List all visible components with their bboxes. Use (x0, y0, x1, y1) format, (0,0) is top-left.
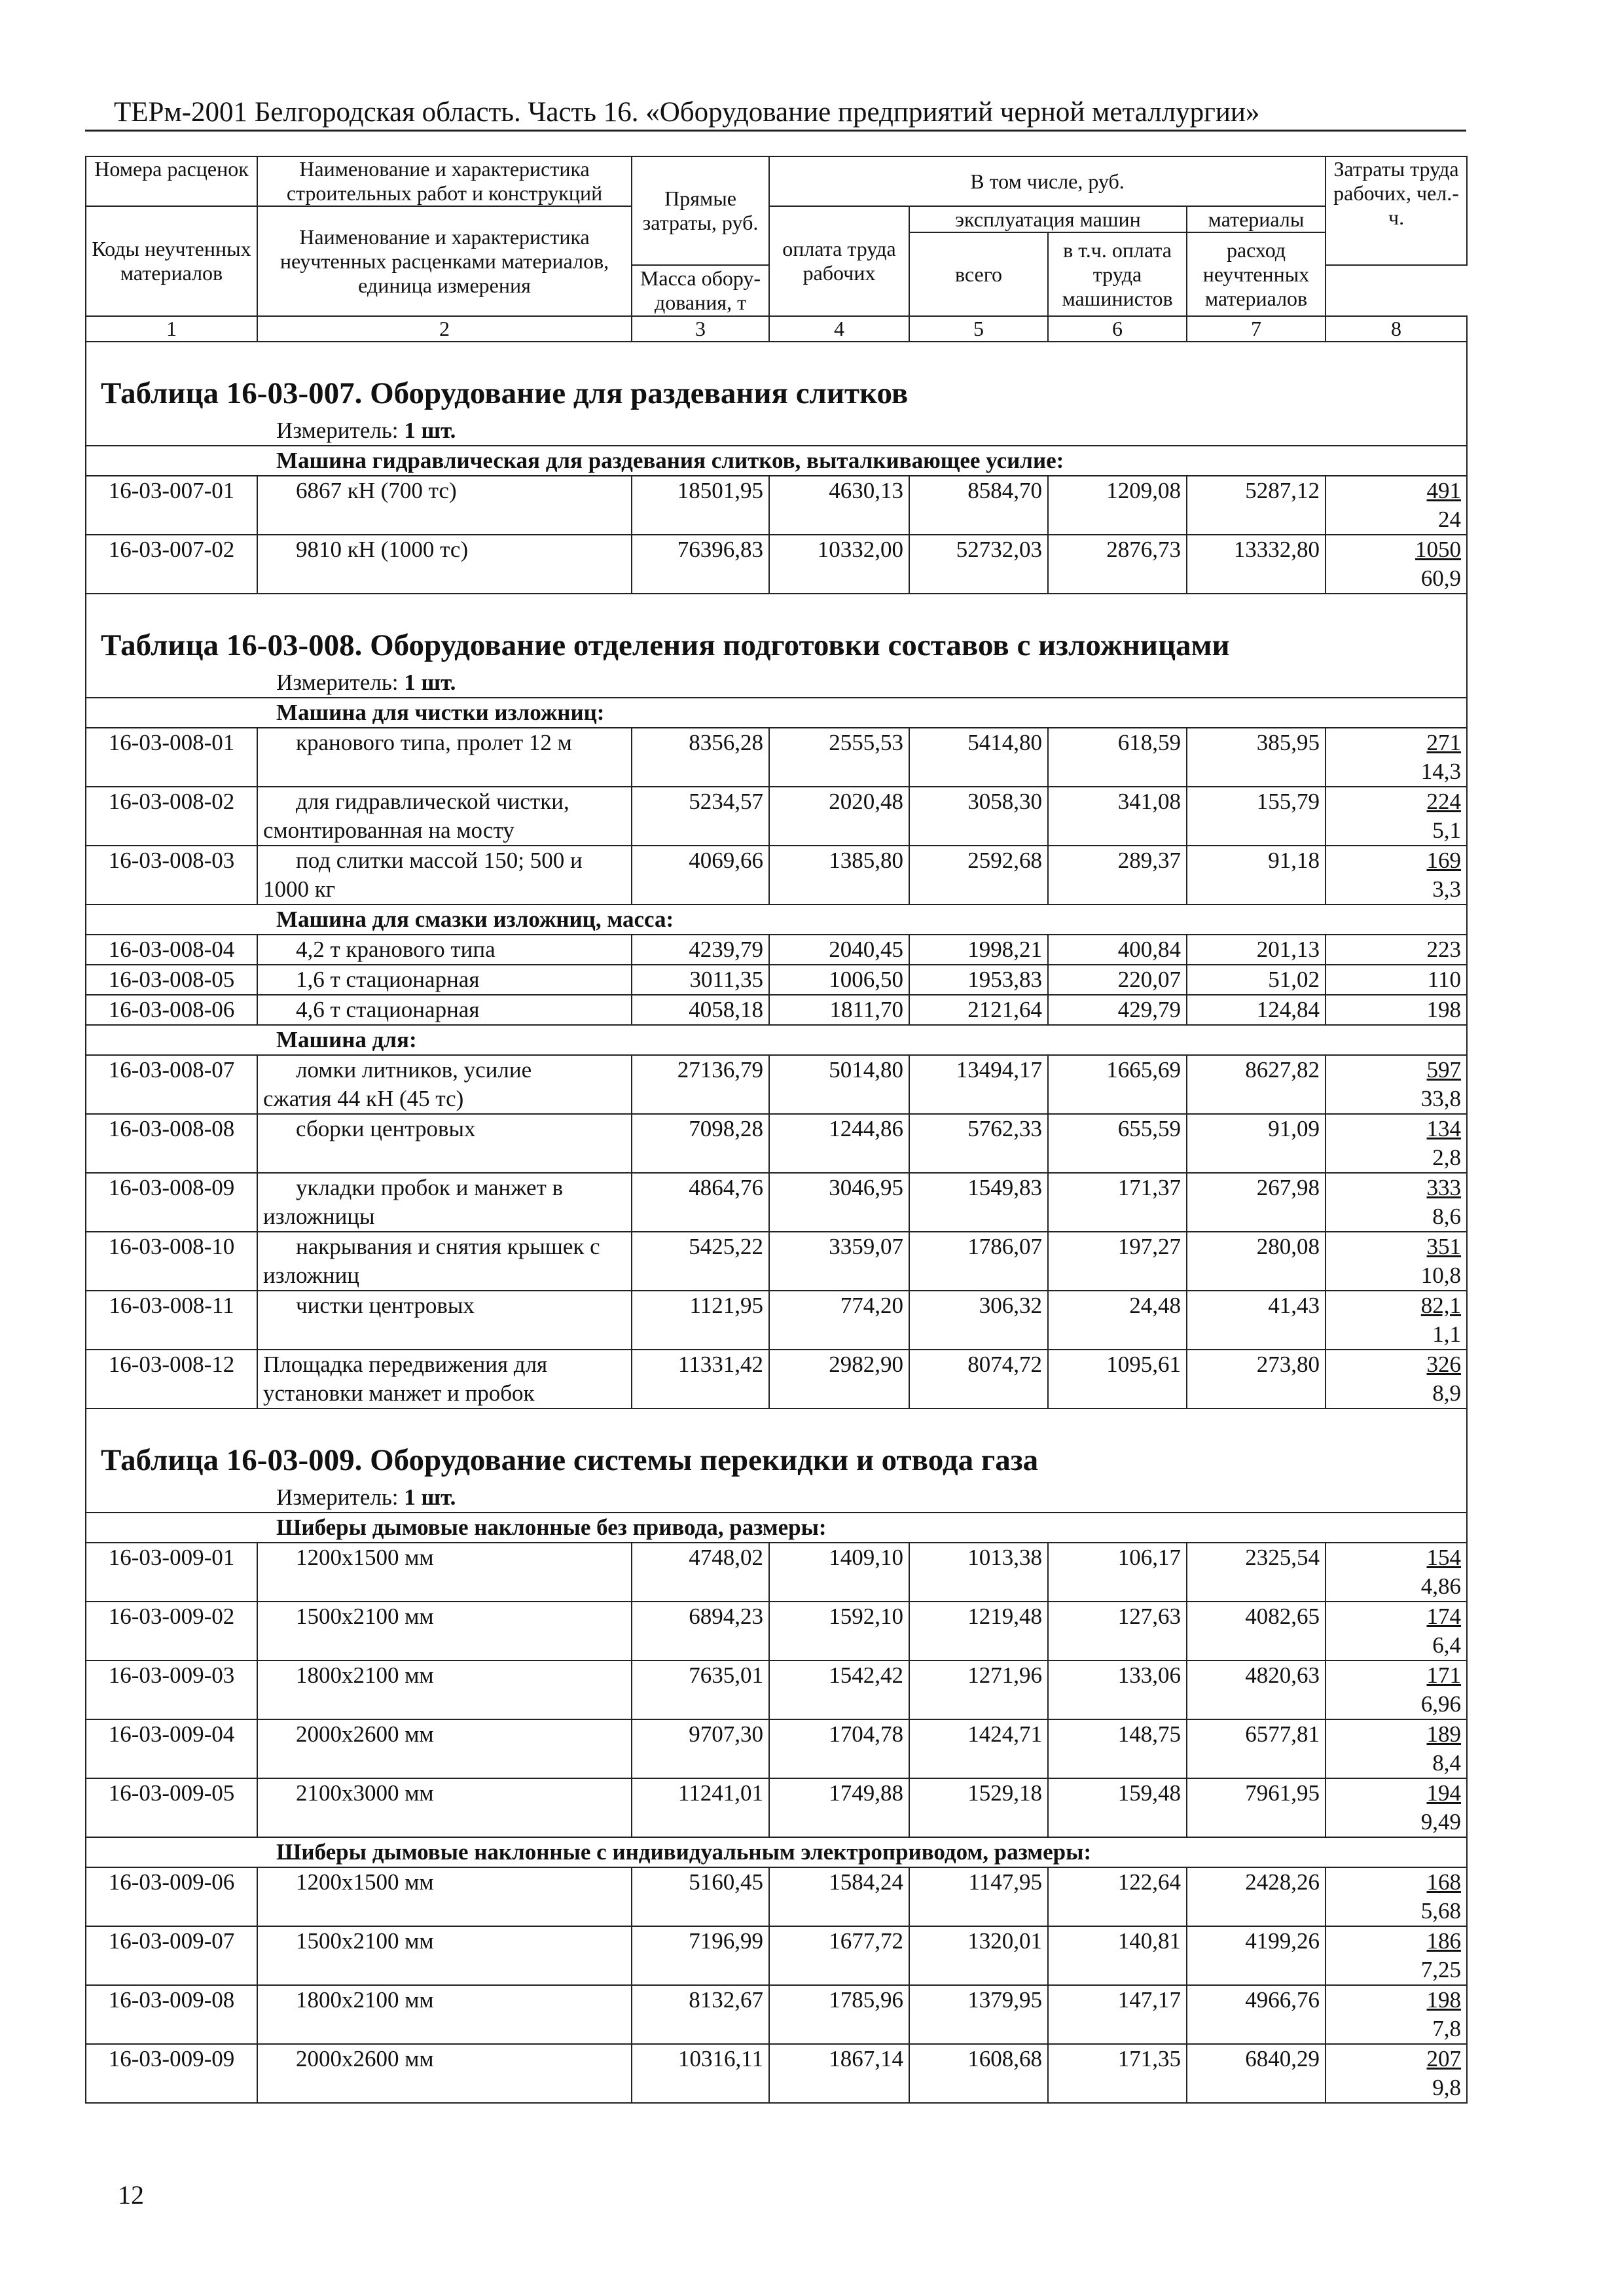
table-row (86, 1173, 1467, 1232)
operator-pay: 618,59 (1048, 728, 1187, 787)
equipment-mass: 6,96 (1420, 1691, 1462, 1717)
work-name: 1500х2100 мм (296, 1928, 434, 1954)
machines-total: 5762,33 (909, 1114, 1048, 1173)
unit-value: 1 шт. (404, 670, 456, 695)
equipment-mass: 9,8 (1432, 2075, 1462, 2100)
subheading-row (86, 698, 1467, 728)
work-name-line-1: укладки пробок и манжет в (296, 1175, 564, 1200)
rate-code: 16-03-009-02 (86, 1602, 257, 1660)
machines-total: 306,32 (909, 1291, 1048, 1350)
operator-pay: 147,17 (1048, 1985, 1187, 2044)
labor-hours: 171 (1426, 1662, 1462, 1688)
direct-cost: 9707,30 (632, 1719, 769, 1778)
equipment-mass: 14,3 (1420, 759, 1462, 784)
subheading-row (86, 1513, 1467, 1543)
machines-total: 1529,18 (909, 1778, 1048, 1837)
col-machines-header: эксплуатация машин (909, 206, 1187, 232)
labor-hours: 1050 (1415, 537, 1462, 562)
col-number: 8 (1326, 316, 1467, 342)
direct-cost: 7635,01 (632, 1660, 769, 1719)
materials-cost: 7961,95 (1187, 1778, 1326, 1837)
work-name: кранового типа, пролет 12 м (296, 730, 572, 755)
worker-pay: 1592,10 (769, 1602, 909, 1660)
materials-cost: 2325,54 (1187, 1543, 1326, 1602)
direct-cost: 8356,28 (632, 728, 769, 787)
col-rate-numbers-header: Номера расценок (86, 156, 257, 206)
subheading-row (86, 1025, 1467, 1055)
equipment-mass: 7,25 (1420, 1957, 1462, 1982)
machines-total: 8584,70 (909, 476, 1048, 535)
worker-pay: 3359,07 (769, 1232, 909, 1291)
rate-code: 16-03-007-01 (86, 476, 257, 535)
materials-cost: 385,95 (1187, 728, 1326, 787)
rate-code: 16-03-008-04 (86, 935, 257, 965)
subheading: Шиберы дымовые наклонные без привода, размеры: (276, 1515, 827, 1540)
work-name-line-1: накрывания и снятия крышек с (296, 1234, 600, 1259)
worker-pay: 1409,10 (769, 1543, 909, 1602)
rate-code: 16-03-009-03 (86, 1660, 257, 1719)
operator-pay: 122,64 (1048, 1867, 1187, 1926)
materials-cost: 8627,82 (1187, 1055, 1326, 1114)
worker-pay: 3046,95 (769, 1173, 909, 1232)
equipment-mass: 6,4 (1432, 1632, 1462, 1658)
rate-code: 16-03-008-09 (86, 1173, 257, 1232)
table-row (86, 1543, 1467, 1602)
machines-total: 8074,72 (909, 1350, 1048, 1408)
materials-cost: 6840,29 (1187, 2044, 1326, 2103)
worker-pay: 10332,00 (769, 535, 909, 594)
table-row (86, 965, 1467, 995)
labor-hours: 491 (1426, 478, 1462, 503)
table-row (86, 1660, 1467, 1719)
direct-cost: 4748,02 (632, 1543, 769, 1602)
unit-row (86, 416, 1467, 446)
subheading: Машина для смазки изложниц, масса: (276, 906, 674, 932)
equipment-mass: 9,49 (1420, 1809, 1462, 1835)
rate-code: 16-03-009-07 (86, 1926, 257, 1985)
rate-code: 16-03-009-01 (86, 1543, 257, 1602)
machines-total: 2592,68 (909, 846, 1048, 905)
table-row (86, 995, 1467, 1025)
machines-total: 1998,21 (909, 935, 1048, 965)
equipment-mass: 33,8 (1420, 1086, 1462, 1111)
col-machines-total-header: всего (909, 232, 1048, 316)
worker-pay: 5014,80 (769, 1055, 909, 1114)
rate-code: 16-03-009-04 (86, 1719, 257, 1778)
rate-code: 16-03-008-03 (86, 846, 257, 905)
direct-cost: 6894,23 (632, 1602, 769, 1660)
materials-cost: 201,13 (1187, 935, 1326, 965)
machines-total: 1147,95 (909, 1867, 1048, 1926)
table-row (86, 846, 1467, 905)
table-row (86, 1232, 1467, 1291)
labor-hours: 597 (1426, 1057, 1462, 1083)
work-name-line-2: изложницы (263, 1204, 375, 1229)
worker-pay: 1006,50 (769, 965, 909, 995)
work-name: 1200х1500 мм (296, 1545, 434, 1570)
labor-hours: 326 (1426, 1352, 1462, 1377)
operator-pay: 1665,69 (1048, 1055, 1187, 1114)
table-row (86, 1867, 1467, 1926)
work-name: сборки центровых (296, 1116, 476, 1141)
work-name-line-2: 1000 кг (263, 876, 336, 902)
machines-total: 1379,95 (909, 1985, 1048, 2044)
col-worker-pay-header: оплата труда рабочих (769, 206, 909, 316)
machines-total: 13494,17 (909, 1055, 1048, 1114)
operator-pay: 655,59 (1048, 1114, 1187, 1173)
table-row (86, 1985, 1467, 2044)
worker-pay: 1811,70 (769, 995, 909, 1025)
unit-label: Измеритель: (276, 670, 399, 695)
operator-pay: 341,08 (1048, 787, 1187, 846)
table-row (86, 1602, 1467, 1660)
labor-hours: 154 (1426, 1545, 1462, 1570)
equipment-mass: 1,1 (1432, 1321, 1462, 1347)
direct-cost: 8132,67 (632, 1985, 769, 2044)
col-number: 2 (257, 316, 632, 342)
subheading-row (86, 905, 1467, 935)
col-number: 5 (909, 316, 1048, 342)
labor-hours: 186 (1426, 1928, 1462, 1954)
operator-pay: 1095,61 (1048, 1350, 1187, 1408)
subheading: Машина гидравлическая для раздевания слитков, выталкивающее усилие: (276, 448, 1064, 473)
direct-cost: 5234,57 (632, 787, 769, 846)
rate-code: 16-03-009-08 (86, 1985, 257, 2044)
operator-pay: 220,07 (1048, 965, 1187, 995)
labor-hours: 271 (1426, 730, 1462, 755)
work-name: 1200х1500 мм (296, 1869, 434, 1895)
worker-pay: 4630,13 (769, 476, 909, 535)
labor-hours: 223 (1326, 935, 1467, 965)
materials-cost: 5287,12 (1187, 476, 1326, 535)
subheading-row (86, 446, 1467, 476)
worker-pay: 2982,90 (769, 1350, 909, 1408)
worker-pay: 1244,86 (769, 1114, 909, 1173)
labor-hours: 194 (1426, 1780, 1462, 1806)
col-direct-cost-header: Прямые затраты, руб. (632, 156, 769, 265)
direct-cost: 4069,66 (632, 846, 769, 905)
rate-code: 16-03-008-10 (86, 1232, 257, 1291)
work-name: 2000х2600 мм (296, 2046, 434, 2072)
rate-code: 16-03-008-05 (86, 965, 257, 995)
direct-cost: 18501,95 (632, 476, 769, 535)
operator-pay: 289,37 (1048, 846, 1187, 905)
labor-hours-label: Затраты труда рабочих, чел.-ч. (1333, 157, 1459, 229)
header-rule (85, 130, 1466, 132)
equipment-mass: 3,3 (1432, 876, 1462, 902)
operator-pay: 400,84 (1048, 935, 1187, 965)
subheading: Машина для чистки изложниц: (276, 700, 605, 725)
work-name: 2000х2600 мм (296, 1721, 434, 1747)
materials-cost: 4966,76 (1187, 1985, 1326, 2044)
materials-cost: 4082,65 (1187, 1602, 1326, 1660)
materials-cost: 41,43 (1187, 1291, 1326, 1350)
machines-total: 1549,83 (909, 1173, 1048, 1232)
col-number: 6 (1048, 316, 1187, 342)
work-name-line-2: изложниц (263, 1263, 360, 1288)
table-row (86, 2044, 1467, 2103)
table-row (86, 476, 1467, 535)
work-name: 6867 кН (700 тс) (296, 478, 457, 503)
operator-pay: 1209,08 (1048, 476, 1187, 535)
work-name-line-2: сжатия 44 кН (45 тс) (263, 1086, 464, 1111)
materials-cost: 6577,81 (1187, 1719, 1326, 1778)
operator-pay: 197,27 (1048, 1232, 1187, 1291)
direct-cost: 3011,35 (632, 965, 769, 995)
work-name-line-1: под слитки массой 150; 500 и (296, 848, 583, 873)
rate-code: 16-03-009-05 (86, 1778, 257, 1837)
worker-pay: 2040,45 (769, 935, 909, 965)
machines-total: 1013,38 (909, 1543, 1048, 1602)
equipment-mass: 4,86 (1420, 1573, 1462, 1599)
rate-code: 16-03-008-02 (86, 787, 257, 846)
work-name-line-2: смонтированная на мосту (263, 817, 514, 843)
direct-cost: 10316,11 (632, 2044, 769, 2103)
work-name-line-1: Площадка передвижения для (263, 1352, 548, 1377)
column-numbers-row (86, 316, 1467, 342)
materials-cost: 4199,26 (1187, 1926, 1326, 1985)
header-row-1 (86, 156, 1467, 206)
direct-cost: 27136,79 (632, 1055, 769, 1114)
work-name: 1800х2100 мм (296, 1987, 434, 2013)
running-header: ТЕРм-2001 Белгородская область. Часть 16. «Оборудование предприятий черной металлургии» (114, 97, 1260, 128)
direct-cost: 11241,01 (632, 1778, 769, 1837)
operator-pay: 140,81 (1048, 1926, 1187, 1985)
operator-pay: 2876,73 (1048, 535, 1187, 594)
equipment-mass: 5,1 (1432, 817, 1462, 843)
worker-pay: 2555,53 (769, 728, 909, 787)
table-row (86, 1350, 1467, 1408)
labor-hours: 174 (1426, 1604, 1462, 1629)
labor-hours: 134 (1426, 1116, 1462, 1141)
table-row (86, 1114, 1467, 1173)
direct-cost: 1121,95 (632, 1291, 769, 1350)
rate-code: 16-03-007-02 (86, 535, 257, 594)
materials-cost: 51,02 (1187, 965, 1326, 995)
operator-pay: 24,48 (1048, 1291, 1187, 1350)
operator-pay: 171,37 (1048, 1173, 1187, 1232)
table-row (86, 1719, 1467, 1778)
machines-total: 1271,96 (909, 1660, 1048, 1719)
worker-pay: 2020,48 (769, 787, 909, 846)
worker-pay: 774,20 (769, 1291, 909, 1350)
equipment-mass: 5,68 (1420, 1898, 1462, 1924)
table-title-row (86, 594, 1467, 668)
materials-cost: 91,18 (1187, 846, 1326, 905)
direct-cost: 5160,45 (632, 1867, 769, 1926)
equipment-mass: 24 (1438, 507, 1462, 532)
col-including-header: В том числе, руб. (769, 156, 1326, 206)
subheading-row (86, 1837, 1467, 1867)
col-work-name-header: Наименование и характеристика строительных работ и конструкций (257, 156, 632, 206)
materials-cost: 273,80 (1187, 1350, 1326, 1408)
table-title: Таблица 16-03-007. Оборудование для раздевания слитков (101, 376, 909, 410)
materials-cost: 2428,26 (1187, 1867, 1326, 1926)
machines-total: 1786,07 (909, 1232, 1048, 1291)
rates-table (85, 156, 1468, 2104)
rate-code: 16-03-008-12 (86, 1350, 257, 1408)
work-name-line-1: для гидравлической чистки, (296, 789, 569, 814)
direct-cost: 5425,22 (632, 1232, 769, 1291)
table-row (86, 728, 1467, 787)
worker-pay: 1584,24 (769, 1867, 909, 1926)
materials-cost: 4820,63 (1187, 1660, 1326, 1719)
table-row (86, 1055, 1467, 1114)
labor-hours: 110 (1326, 965, 1467, 995)
machines-total: 1424,71 (909, 1719, 1048, 1778)
operator-pay: 171,35 (1048, 2044, 1187, 2103)
work-name: 1500х2100 мм (296, 1604, 434, 1629)
operator-pay: 159,48 (1048, 1778, 1187, 1837)
direct-cost: 76396,83 (632, 535, 769, 594)
equipment-mass: 8,9 (1432, 1380, 1462, 1406)
direct-cost: 4239,79 (632, 935, 769, 965)
col-unaccounted-materials-header: расход неучтенных материалов (1187, 232, 1326, 316)
direct-cost: 7098,28 (632, 1114, 769, 1173)
rate-code: 16-03-008-06 (86, 995, 257, 1025)
table-row (86, 1291, 1467, 1350)
table-title: Таблица 16-03-009. Оборудование системы перекидки и отвода газа (101, 1443, 1039, 1477)
equipment-mass: 60,9 (1420, 565, 1462, 591)
labor-hours: 169 (1426, 848, 1462, 873)
materials-cost: 280,08 (1187, 1232, 1326, 1291)
operator-pay: 127,63 (1048, 1602, 1187, 1660)
worker-pay: 1867,14 (769, 2044, 909, 2103)
direct-cost: 7196,99 (632, 1926, 769, 1985)
machines-total: 52732,03 (909, 535, 1048, 594)
worker-pay: 1385,80 (769, 846, 909, 905)
machines-total: 5414,80 (909, 728, 1048, 787)
page-number: 12 (118, 2180, 144, 2210)
unit-row (86, 668, 1467, 698)
work-name-line-1: ломки литников, усилие (296, 1057, 532, 1083)
labor-hours: 198 (1326, 995, 1467, 1025)
work-name: 9810 кН (1000 тс) (296, 537, 469, 562)
col-material-codes-header: Коды неучтенных материалов (86, 206, 257, 316)
col-number: 1 (86, 316, 257, 342)
operator-pay: 106,17 (1048, 1543, 1187, 1602)
materials-cost: 91,09 (1187, 1114, 1326, 1173)
equipment-mass: 2,8 (1432, 1145, 1462, 1170)
worker-pay: 1677,72 (769, 1926, 909, 1985)
work-name: чистки центровых (296, 1293, 475, 1318)
col-material-name-header: Наименование и характеристика неучтенных расценками материалов, единица измерения (257, 206, 632, 316)
machines-total: 1608,68 (909, 2044, 1048, 2103)
materials-cost: 124,84 (1187, 995, 1326, 1025)
worker-pay: 1749,88 (769, 1778, 909, 1837)
equipment-mass: 7,8 (1432, 2016, 1462, 2041)
labor-hours: 189 (1426, 1721, 1462, 1747)
col-equipment-mass-header: Масса обору-дования, т (632, 265, 769, 316)
table-row (86, 535, 1467, 594)
labor-hours: 168 (1426, 1869, 1462, 1895)
machines-total: 1953,83 (909, 965, 1048, 995)
materials-cost: 13332,80 (1187, 535, 1326, 594)
subheading: Машина для: (276, 1027, 417, 1052)
equipment-mass: 8,6 (1432, 1204, 1462, 1229)
work-name: 4,2 т кранового типа (296, 937, 496, 962)
table-row (86, 935, 1467, 965)
direct-cost: 4058,18 (632, 995, 769, 1025)
table-row (86, 787, 1467, 846)
rate-code: 16-03-008-08 (86, 1114, 257, 1173)
work-name: 1800х2100 мм (296, 1662, 434, 1688)
unit-value: 1 шт. (404, 1484, 456, 1510)
labor-hours: 333 (1426, 1175, 1462, 1200)
labor-hours: 224 (1426, 789, 1462, 814)
direct-cost: 4864,76 (632, 1173, 769, 1232)
subheading: Шиберы дымовые наклонные с индивидуальным электроприводом, размеры: (276, 1839, 1092, 1865)
worker-pay: 1785,96 (769, 1985, 909, 2044)
machines-total: 1219,48 (909, 1602, 1048, 1660)
labor-hours: 198 (1426, 1987, 1462, 2013)
operator-pay: 133,06 (1048, 1660, 1187, 1719)
work-name: 4,6 т стационарная (296, 997, 480, 1022)
col-labor-hours-header (1326, 156, 1467, 265)
materials-cost: 267,98 (1187, 1173, 1326, 1232)
table-row (86, 1926, 1467, 1985)
work-name: 2100х3000 мм (296, 1780, 434, 1806)
worker-pay: 1542,42 (769, 1660, 909, 1719)
table-row (86, 1778, 1467, 1837)
table-title-row (86, 1408, 1467, 1483)
direct-cost: 11331,42 (632, 1350, 769, 1408)
work-name: 1,6 т стационарная (296, 967, 480, 992)
table-title: Таблица 16-03-008. Оборудование отделения подготовки составов с изложницами (101, 628, 1230, 662)
col-materials-header: материалы (1187, 206, 1326, 232)
equipment-mass: 8,4 (1432, 1750, 1462, 1776)
labor-hours: 82,1 (1420, 1293, 1462, 1318)
operator-pay: 148,75 (1048, 1719, 1187, 1778)
table-title-row (86, 342, 1467, 416)
col-number: 3 (632, 316, 769, 342)
unit-label: Измеритель: (276, 1484, 399, 1510)
unit-row (86, 1483, 1467, 1513)
rate-code: 16-03-009-09 (86, 2044, 257, 2103)
rate-code: 16-03-008-11 (86, 1291, 257, 1350)
col-number: 7 (1187, 316, 1326, 342)
worker-pay: 1704,78 (769, 1719, 909, 1778)
col-number: 4 (769, 316, 909, 342)
machines-total: 3058,30 (909, 787, 1048, 846)
rate-code: 16-03-008-07 (86, 1055, 257, 1114)
rate-code: 16-03-009-06 (86, 1867, 257, 1926)
machines-total: 1320,01 (909, 1926, 1048, 1985)
materials-cost: 155,79 (1187, 787, 1326, 846)
work-name-line-2: установки манжет и пробок (263, 1380, 535, 1406)
machines-total: 2121,64 (909, 995, 1048, 1025)
equipment-mass: 10,8 (1420, 1263, 1462, 1288)
labor-hours: 207 (1426, 2046, 1462, 2072)
col-operator-pay-header: в т.ч. оплата труда машинистов (1048, 232, 1187, 316)
operator-pay: 429,79 (1048, 995, 1187, 1025)
unit-label: Измеритель: (276, 418, 399, 443)
rate-code: 16-03-008-01 (86, 728, 257, 787)
labor-hours: 351 (1426, 1234, 1462, 1259)
header-row-2 (86, 206, 1467, 232)
unit-value: 1 шт. (404, 418, 456, 443)
